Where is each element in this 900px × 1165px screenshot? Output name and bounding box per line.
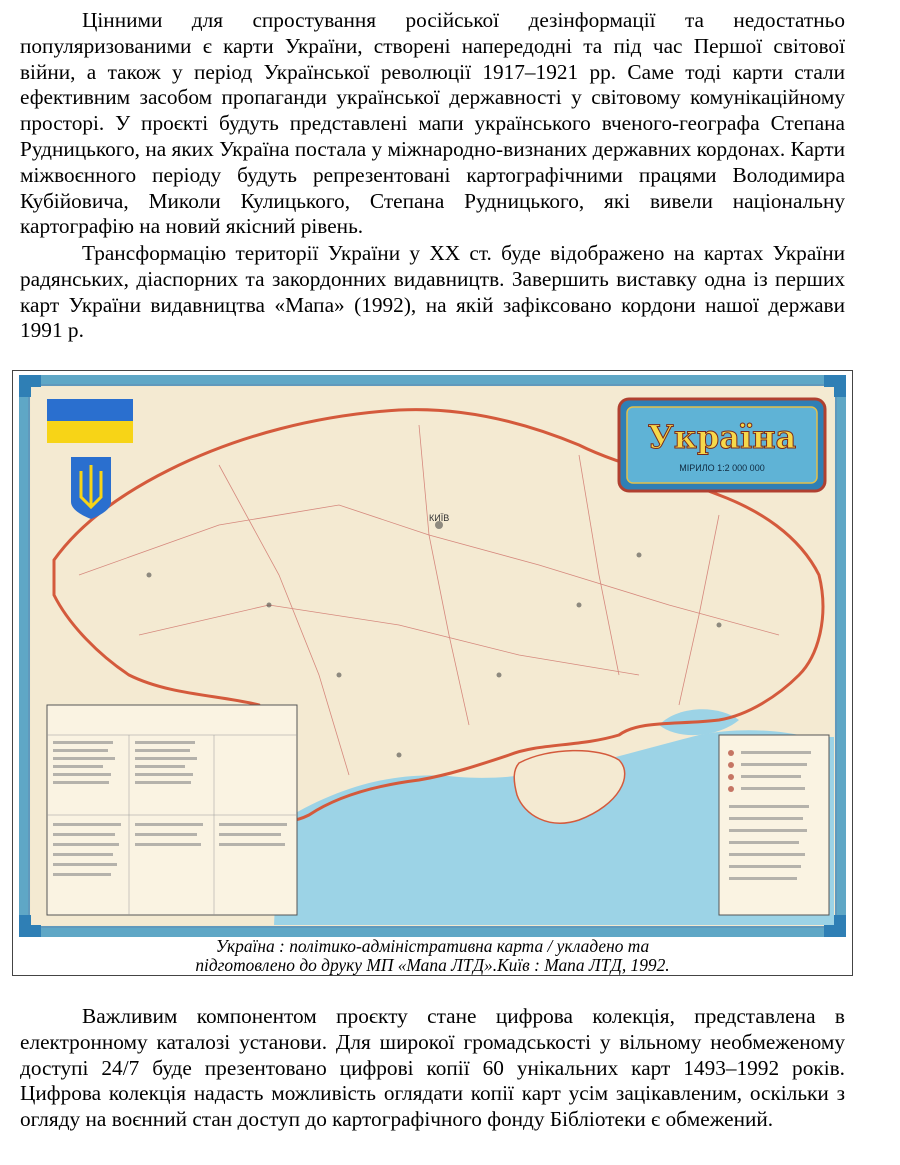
map-title: Україна <box>647 418 797 456</box>
ukraine-flag <box>47 399 133 443</box>
caption-line-2: підготовлено до друку МП «Мапа ЛТД».Київ : Мапа ЛТД, 1992. <box>195 955 670 975</box>
title-cartouche <box>619 399 825 491</box>
caption-line-1: Україна : політико-адміністративна карта / укладено та <box>215 936 650 956</box>
stats-table-inset <box>47 705 297 915</box>
map-image <box>19 375 846 937</box>
trident-icon <box>71 457 111 519</box>
map-scale: МІРИЛО 1:2 000 000 <box>679 463 765 473</box>
map-figure <box>12 370 853 976</box>
map-caption <box>13 937 852 975</box>
intro-paragraph: Цінними для спростування російської дезінформації та недостатньо популяризованими є карти України, створені напередодні та під час Першої світової війни, а також у період Української революції 1917–1921 рр. Саме тоді карти стали ефективним засобом пропаганди української державності у світовому комунікаційному просторі. У проєкті будуть представлені мапи українського вченого-географа Степана Рудницького, на яких Україна постала у міжнародно-визнаних державних кордонах. Карти міжвоєнного періоду будуть репрезентовані картографічними працями Володимира Кубійовича, Миколи Кулицького, Степана Рудницького, які вивели національну картографію на новий якісний рівень. <box>20 8 845 239</box>
transformation-paragraph: Трансформацію території України у XX ст. буде відображено на картах України радянських, діаспорних та закордонних видавництв. Завершить виставку одна із перших карт України видавництва «Мапа» (1992), на якій зафіксовано кордони нашої держави 1991 р. <box>20 241 845 343</box>
kyiv-label: КИЇВ <box>429 513 450 523</box>
legend-inset <box>719 735 829 915</box>
digital-collection-paragraph: Важливим компонентом проєкту стане цифрова колекція, представлена в електронному каталозі установи. Для широкої громадськості у вільному необмеженому доступі 24/7 буде презентовано цифрові копії 60 унікальних карт 1493–1992 років. Цифрова колекція надасть можливість оглядати копії карт усім зацікавленим, оскільки з огляду на воєнний стан доступ до картографічного фонду Бібліотеки є обмежений. <box>20 1004 845 1132</box>
